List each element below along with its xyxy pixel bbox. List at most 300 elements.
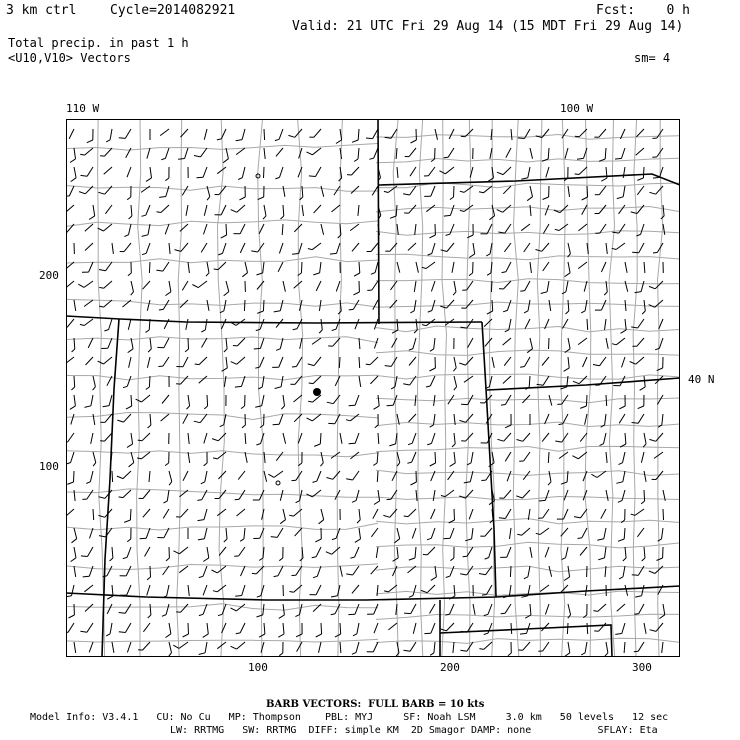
wind-barb — [295, 604, 302, 617]
wind-barb — [127, 528, 131, 542]
wind-barb — [587, 319, 588, 330]
wind-barb — [74, 566, 76, 577]
wind-barb — [221, 319, 226, 329]
wind-barb — [621, 509, 625, 523]
field-title: Total precip. in past 1 h — [8, 36, 189, 50]
wind-barb — [238, 471, 245, 480]
wind-barb — [129, 357, 131, 368]
wind-barb — [236, 129, 245, 141]
wind-barb — [527, 186, 532, 201]
wind-barb — [351, 186, 359, 194]
wind-barb — [468, 338, 473, 348]
wind-barb — [427, 433, 435, 445]
wind-barb — [307, 414, 322, 421]
wind-barb — [279, 604, 285, 618]
wind-barb — [242, 414, 245, 428]
wind-barb — [357, 509, 360, 523]
wind-barb — [349, 395, 359, 406]
wind-barb — [605, 319, 607, 330]
wind-barb — [280, 490, 283, 501]
wind-barb — [120, 585, 131, 595]
wind-barb — [521, 167, 530, 179]
wind-barb — [641, 452, 644, 463]
wind-barb — [213, 585, 226, 592]
wind-barb — [281, 205, 284, 219]
vector-title: <U10,V10> Vectors — [8, 51, 131, 65]
wind-barb — [169, 642, 172, 656]
wind-barb — [85, 395, 94, 407]
wind-barb — [162, 395, 169, 404]
wind-barb — [403, 376, 416, 385]
wind-barb — [81, 167, 94, 176]
wind-barb — [88, 338, 93, 348]
wind-barb — [185, 338, 188, 352]
wind-barb — [501, 604, 511, 614]
wind-barb — [87, 129, 93, 143]
wind-barb — [489, 205, 494, 220]
wind-barb — [370, 376, 378, 384]
wind-barb — [327, 471, 341, 479]
wind-barb — [112, 642, 114, 653]
wind-barb — [421, 585, 435, 593]
wind-barb — [578, 528, 588, 539]
wind-barb — [469, 262, 473, 276]
wind-barb — [183, 471, 188, 481]
wind-barb — [497, 433, 511, 441]
wind-barb — [410, 167, 416, 176]
wind-barb — [293, 319, 302, 330]
wind-barb — [555, 224, 568, 231]
county-line — [66, 523, 378, 530]
wind-barb — [202, 338, 208, 348]
wind-barb — [66, 509, 74, 516]
wind-barb — [176, 509, 188, 517]
wind-barb — [335, 376, 340, 386]
wind-barb — [81, 547, 93, 557]
wind-barb — [358, 205, 359, 216]
wind-barb — [565, 148, 568, 159]
wind-barb — [251, 243, 264, 252]
wind-barb — [481, 433, 492, 443]
wind-barb — [147, 585, 150, 596]
wind-barb — [321, 224, 324, 235]
wind-barb — [85, 604, 93, 612]
wind-barb — [237, 509, 246, 516]
wind-barb — [416, 262, 418, 273]
map-panel — [66, 119, 680, 657]
wind-barb — [355, 528, 361, 542]
wind-barb — [128, 262, 131, 276]
wind-barb — [307, 148, 322, 155]
wind-barb — [346, 471, 359, 480]
wind-barb — [479, 566, 492, 575]
wind-barb — [593, 357, 606, 366]
wind-barb — [257, 262, 265, 275]
wind-barb — [530, 148, 533, 159]
wind-barb — [597, 528, 606, 540]
wind-barb — [309, 167, 321, 177]
wind-barb — [573, 376, 587, 384]
wind-barb — [431, 509, 435, 519]
wind-barb — [624, 642, 625, 653]
wind-barb — [412, 528, 416, 538]
county-line — [66, 604, 378, 610]
wind-barb — [86, 357, 94, 365]
county-line — [376, 231, 680, 236]
wind-barb — [66, 433, 74, 442]
wind-barb — [405, 148, 416, 157]
wind-barb — [244, 300, 245, 311]
wind-barb — [426, 376, 435, 387]
wind-barb — [536, 243, 550, 251]
wind-barb — [349, 433, 359, 444]
wind-barb — [578, 338, 587, 345]
wind-barb — [173, 642, 188, 648]
wind-barb — [283, 433, 286, 444]
wind-barb — [450, 547, 454, 561]
wind-barb — [487, 300, 493, 314]
wind-barb — [433, 490, 435, 501]
wind-barb — [264, 452, 265, 463]
wind-barb — [659, 604, 664, 619]
wind-barb — [505, 414, 511, 428]
wind-barb — [423, 547, 435, 555]
wind-barb — [568, 604, 571, 618]
wind-barb — [413, 623, 416, 634]
wind-barb — [367, 281, 378, 290]
wind-barb — [163, 585, 169, 598]
wind-barb — [615, 623, 625, 634]
wind-barb — [245, 433, 246, 444]
wind-barb — [107, 604, 112, 614]
wind-barb — [444, 148, 454, 158]
wind-barb — [430, 452, 436, 466]
wind-barb — [524, 300, 530, 313]
wind-barb — [516, 490, 530, 498]
wind-barb — [217, 509, 226, 516]
wind-barb — [517, 433, 531, 441]
county-line — [137, 119, 143, 657]
wind-barb — [396, 642, 399, 656]
wind-barb — [339, 357, 340, 368]
wind-barb — [354, 262, 360, 276]
wind-barb — [384, 186, 397, 193]
wind-barb — [585, 414, 587, 425]
wind-barb — [201, 243, 207, 252]
wind-barb — [103, 395, 112, 407]
wind-barb — [215, 205, 226, 215]
wind-barb — [473, 604, 475, 615]
wind-barb — [612, 338, 625, 345]
wind-barb — [431, 566, 437, 580]
wind-barb — [505, 452, 511, 461]
wind-barb — [264, 129, 265, 140]
county-line — [218, 119, 225, 657]
wind-barb — [278, 262, 283, 272]
wind-barb — [430, 642, 435, 655]
wind-barb — [638, 395, 644, 409]
wind-barb — [66, 281, 74, 288]
wind-barb — [441, 490, 454, 497]
wind-barb — [460, 205, 473, 212]
lon-label-110w: 110 W — [66, 102, 100, 115]
wind-barb — [195, 357, 207, 365]
wind-barb — [565, 262, 570, 277]
wind-barb — [348, 604, 359, 615]
wind-barb — [601, 262, 606, 272]
wind-barb — [373, 300, 378, 310]
wind-barb — [542, 357, 549, 366]
wind-barb — [93, 414, 95, 425]
wind-barb — [98, 224, 112, 231]
wind-barb — [549, 338, 550, 349]
wind-barb — [371, 262, 378, 274]
wind-barb — [234, 547, 245, 556]
wind-barb — [504, 243, 511, 252]
wind-barb — [518, 642, 530, 650]
wind-barb — [606, 490, 608, 501]
y-tick-200: 200 — [39, 269, 59, 282]
county-line — [66, 375, 378, 380]
wind-barb — [524, 566, 530, 579]
wind-barb — [235, 585, 245, 596]
wind-barb — [407, 452, 416, 463]
wind-barb — [175, 243, 189, 251]
wind-barb — [312, 547, 321, 558]
wind-barb — [204, 395, 207, 409]
wind-barb — [575, 129, 587, 137]
wind-barb — [105, 205, 112, 214]
wind-barb — [541, 623, 549, 631]
wind-barb — [446, 224, 454, 235]
wind-barb — [426, 205, 435, 212]
wind-barb — [497, 205, 511, 212]
wind-barb — [484, 319, 492, 327]
wind-barb — [349, 300, 359, 310]
wind-barb — [524, 243, 530, 252]
wind-barb — [634, 604, 644, 614]
wind-barb — [174, 547, 189, 554]
wind-barb — [186, 319, 188, 330]
wind-barb — [517, 528, 530, 535]
wind-barb — [389, 433, 397, 446]
wind-barb — [314, 205, 321, 213]
wind-barb — [415, 224, 416, 235]
wind-barb — [653, 243, 663, 253]
wind-barb — [397, 167, 398, 178]
wind-barb — [422, 262, 435, 269]
wind-barb — [213, 452, 226, 459]
wind-barb — [142, 243, 150, 255]
wind-barb — [66, 585, 74, 597]
wind-barb — [411, 129, 417, 143]
wind-barb — [530, 262, 531, 273]
wind-barb — [203, 623, 209, 637]
county-line — [658, 119, 663, 657]
wind-barb — [663, 509, 664, 520]
wind-barb — [143, 623, 150, 632]
wind-barb — [106, 129, 112, 142]
wind-barb — [440, 623, 454, 631]
wind-barb — [545, 604, 549, 614]
wind-barb — [619, 205, 626, 214]
wind-barb — [70, 395, 76, 409]
wind-barb — [142, 224, 150, 236]
wind-barb — [539, 490, 549, 501]
wind-barb — [223, 148, 228, 163]
wind-barb — [543, 186, 550, 200]
wind-barb — [112, 471, 113, 482]
wind-barb — [619, 452, 626, 465]
wind-barb — [484, 604, 492, 616]
wind-barb — [575, 167, 587, 175]
wind-barb — [257, 585, 264, 597]
wind-barb — [276, 148, 283, 156]
wind-barb — [595, 205, 606, 214]
wind-barb — [583, 357, 588, 367]
wind-barb — [625, 585, 628, 596]
wind-barb — [601, 509, 606, 519]
wind-barb — [234, 224, 246, 234]
wind-barb — [71, 414, 74, 425]
wind-barb — [82, 490, 93, 499]
wind-barb — [346, 414, 359, 421]
wind-barb — [490, 148, 492, 159]
wind-barb — [142, 205, 151, 216]
wind-barb — [127, 433, 133, 448]
wind-barb — [203, 585, 207, 595]
wind-barb — [231, 357, 245, 364]
county-line — [337, 119, 342, 657]
wind-barb — [580, 547, 587, 556]
wind-barb — [606, 452, 607, 463]
wind-barb — [367, 604, 378, 614]
wind-barb — [620, 433, 626, 447]
wind-barb — [255, 357, 264, 368]
wind-barb — [282, 224, 283, 235]
wind-barb — [308, 395, 321, 402]
wind-barb — [635, 585, 644, 597]
wind-barb — [434, 395, 435, 406]
wind-barb — [217, 167, 226, 174]
wind-barb — [657, 395, 663, 405]
wind-barb — [649, 281, 663, 289]
wind-barb — [511, 129, 512, 140]
wind-barb — [165, 281, 171, 296]
wind-barb — [313, 471, 322, 482]
wind-barb — [450, 452, 456, 466]
wind-barb — [238, 167, 245, 180]
wind-barb — [332, 205, 341, 212]
wind-barb — [352, 642, 359, 654]
wind-barb — [156, 262, 169, 271]
wind-barb — [160, 129, 169, 136]
wind-barb — [449, 585, 455, 599]
wind-barb — [288, 129, 302, 137]
wind-barb — [460, 566, 473, 575]
boundary-line — [378, 119, 379, 324]
wind-barb — [543, 224, 549, 234]
wind-barb — [162, 604, 169, 616]
wind-barb — [218, 604, 226, 616]
wind-barb — [367, 642, 378, 652]
wind-barb — [157, 205, 170, 213]
wind-barb — [617, 186, 625, 199]
wind-barb — [555, 433, 568, 442]
x-tick-200: 200 — [440, 661, 460, 674]
wind-barb — [89, 205, 95, 220]
wind-barb — [165, 224, 169, 234]
boundary-line — [440, 625, 612, 657]
wind-barb — [408, 433, 416, 445]
wind-barb — [66, 623, 74, 633]
wind-barb — [510, 528, 512, 539]
wind-barb — [124, 224, 131, 237]
wind-barb — [600, 433, 607, 446]
wind-barb — [204, 129, 207, 140]
wind-barb — [577, 148, 587, 159]
wind-barb — [80, 319, 93, 326]
wind-barb — [391, 281, 398, 290]
wind-barb — [313, 262, 321, 275]
wind-barb — [453, 357, 456, 371]
wind-barb — [127, 186, 131, 200]
wind-barb — [573, 452, 588, 459]
wind-barb — [409, 338, 416, 350]
wind-barb — [199, 642, 207, 655]
wind-barb — [186, 205, 188, 216]
state-boundaries — [66, 119, 680, 657]
wind-barb — [309, 376, 321, 384]
wind-barb — [192, 281, 207, 288]
wind-barb — [652, 129, 663, 138]
barb-legend: BARB VECTORS: FULL BARB = 10 kts — [266, 699, 485, 710]
wind-barb — [106, 623, 112, 636]
wind-barb — [182, 281, 188, 290]
wind-barb — [540, 585, 549, 592]
wind-barb — [148, 338, 151, 352]
wind-barb — [657, 547, 664, 561]
wind-barb — [350, 547, 359, 558]
wind-barb — [204, 452, 208, 466]
wind-barb — [616, 471, 625, 483]
wind-barb — [622, 357, 626, 367]
wind-barb — [491, 281, 492, 292]
wind-barb — [397, 224, 398, 235]
wind-barb — [352, 490, 359, 502]
wind-barb — [414, 319, 417, 333]
wind-barb — [548, 452, 549, 463]
wind-barb — [131, 281, 134, 295]
wind-barb — [663, 224, 665, 235]
wind-barb — [408, 243, 416, 251]
wind-barb — [649, 566, 663, 574]
wind-barb — [500, 547, 511, 557]
wind-barb — [231, 205, 245, 212]
wind-barb — [124, 509, 131, 522]
wind-barb — [319, 319, 322, 333]
wind-barb — [335, 623, 341, 637]
boundary-line — [66, 316, 482, 323]
wind-barb — [188, 262, 189, 273]
forecast-hour: Fcst: 0 h — [596, 3, 690, 18]
wind-barb — [485, 338, 492, 346]
wind-barb — [373, 509, 378, 519]
wind-barb — [511, 623, 512, 634]
wind-barb — [296, 490, 302, 503]
wind-barb — [320, 452, 323, 466]
wind-barb — [520, 357, 530, 367]
